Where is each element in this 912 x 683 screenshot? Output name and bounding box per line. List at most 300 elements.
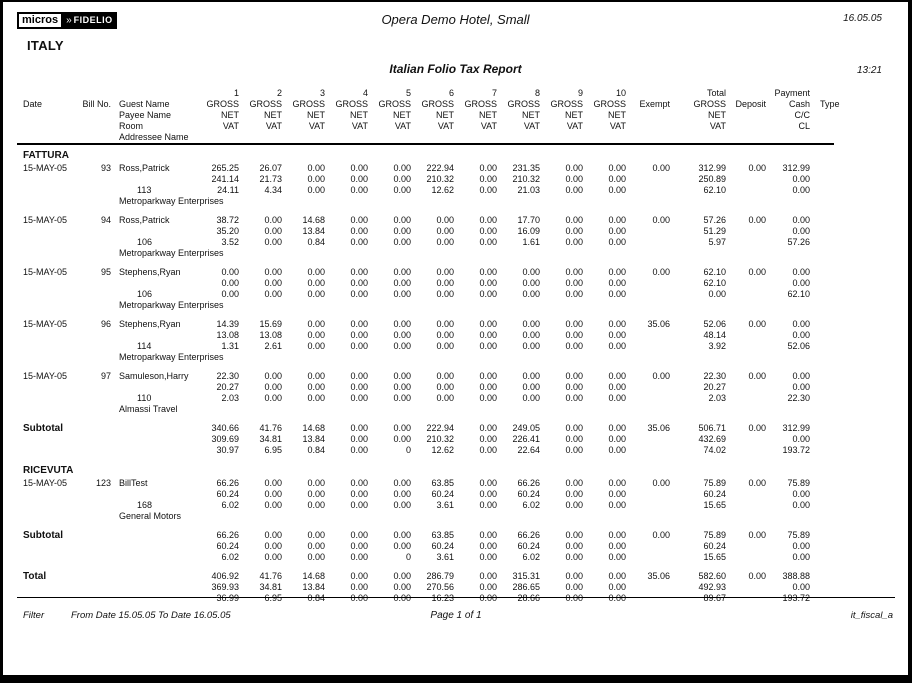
name-cell	[111, 174, 196, 185]
tax-4-cell: 0.00	[350, 278, 368, 288]
guest-name-cell: Ross,Patrick	[119, 215, 170, 225]
tax-1-cell: 1	[233, 88, 239, 98]
tax-6-cell: 0.00	[436, 330, 454, 340]
tax-10-cell: NET	[608, 110, 626, 120]
tax-9-cell	[540, 511, 583, 522]
tax-8-cell: GROSS	[507, 99, 540, 109]
page-indicator: Page 1 of 1	[430, 610, 482, 621]
type-cell	[810, 237, 834, 248]
tax-6-cell	[411, 464, 454, 478]
tax-8-cell	[497, 248, 540, 259]
name-cell	[111, 278, 196, 289]
tax-1-cell: 0.00	[221, 278, 239, 288]
deposit-cell	[726, 300, 766, 311]
deposit-cell	[726, 248, 766, 259]
tax-7-cell: VAT	[480, 121, 497, 131]
tax-9-cell: 0.00	[565, 371, 583, 381]
tax-7-cell: 0.00	[479, 330, 497, 340]
tax-3-cell: 0.00	[307, 393, 325, 403]
payment-cell: 193.72	[782, 593, 810, 603]
total-cell: 60.24	[703, 489, 726, 499]
tax-3-cell: 0.00	[307, 530, 325, 540]
type-cell	[810, 434, 834, 445]
bill-no-cell	[73, 423, 111, 434]
payment-cell: 0.00	[792, 330, 810, 340]
exempt-cell: 0.00	[652, 163, 670, 173]
tax-9-cell	[540, 248, 583, 259]
tax-4-cell: 0.00	[350, 552, 368, 562]
tax-5-cell: 0	[405, 552, 411, 562]
tax-report-table	[17, 88, 840, 604]
bill-row-net	[17, 330, 834, 341]
tax-3-cell: 14.68	[302, 571, 325, 581]
tax-7-cell: 0.00	[479, 434, 497, 444]
row-spacer	[17, 311, 834, 319]
tax-2-cell: 0.00	[264, 489, 282, 499]
tax-10-cell	[583, 464, 626, 478]
name-cell: Room	[119, 121, 144, 131]
deposit-cell	[726, 489, 766, 500]
tax-7-cell: 0.00	[479, 289, 497, 299]
tax-3-cell: 14.68	[302, 423, 325, 433]
date-cell	[17, 185, 73, 196]
exempt-cell	[626, 289, 670, 300]
exempt-cell: 0.00	[652, 478, 670, 488]
exempt-cell: 35.06	[647, 319, 670, 329]
tax-8-cell: 6.02	[522, 552, 540, 562]
bill-no-cell	[73, 278, 111, 289]
tax-8-cell: 210.32	[512, 174, 540, 184]
tax-10-cell: 0.00	[608, 163, 626, 173]
tax-4-cell	[325, 196, 368, 207]
row-spacer	[17, 522, 834, 530]
tax-6-cell: 3.61	[436, 500, 454, 510]
row-spacer	[17, 363, 834, 371]
tax-8-cell: 0.00	[522, 341, 540, 351]
tax-4-cell: 0.00	[350, 267, 368, 277]
tax-8-cell: 16.09	[517, 226, 540, 236]
tax-6-cell: 0.00	[436, 289, 454, 299]
tax-2-cell: 0.00	[264, 393, 282, 403]
tax-7-cell	[454, 132, 497, 144]
bill-row-addressee	[17, 248, 834, 259]
type-cell	[810, 404, 834, 415]
deposit-cell	[726, 404, 766, 415]
tax-8-cell: 286.65	[512, 582, 540, 592]
tax-1-cell: 2.03	[221, 393, 239, 403]
tax-5-cell: 0	[405, 445, 411, 455]
exempt-cell	[626, 382, 670, 393]
subtotal-row-gross	[17, 530, 834, 541]
payment-cell: 0.00	[792, 267, 810, 277]
tax-4-cell	[325, 300, 368, 311]
tax-4-cell: VAT	[351, 121, 368, 131]
spacer	[17, 522, 834, 530]
section-label: FATTURA	[23, 150, 69, 161]
total-cell	[670, 511, 726, 522]
exempt-cell	[626, 464, 670, 478]
bill-no-cell	[73, 226, 111, 237]
tax-10-cell	[583, 352, 626, 363]
tax-7-cell: 0.00	[479, 174, 497, 184]
tax-7-cell: 0.00	[479, 226, 497, 236]
tax-8-cell: VAT	[523, 121, 540, 131]
tax-9-cell	[540, 300, 583, 311]
tax-4-cell: 0.00	[350, 371, 368, 381]
exempt-cell	[626, 434, 670, 445]
tax-2-cell: NET	[264, 110, 282, 120]
type-cell	[810, 110, 834, 121]
addressee-cell: Metroparkway Enterprises	[119, 352, 224, 362]
tax-2-cell: 0.00	[264, 267, 282, 277]
exempt-cell	[626, 352, 670, 363]
tax-5-cell	[368, 464, 411, 478]
type-cell	[810, 330, 834, 341]
tax-3-cell: 0.00	[307, 289, 325, 299]
payment-cell: C/C	[794, 110, 810, 120]
tax-6-cell	[411, 300, 454, 311]
addressee-cell: Metroparkway Enterprises	[119, 300, 224, 310]
exempt-cell	[626, 226, 670, 237]
tax-7-cell: 0.00	[479, 371, 497, 381]
total-cell: 62.10	[703, 185, 726, 195]
tax-8-cell	[497, 300, 540, 311]
deposit-cell: 0.00	[748, 478, 766, 488]
tax-8-cell: 0.00	[522, 289, 540, 299]
tax-4-cell: 0.00	[350, 341, 368, 351]
date-cell	[17, 196, 73, 207]
tax-7-cell: 0.00	[479, 267, 497, 277]
tax-8-cell: 0.00	[522, 278, 540, 288]
guest-name-cell: Ross,Patrick	[119, 163, 170, 173]
bill-no-cell	[73, 434, 111, 445]
tax-2-cell: 0.00	[264, 278, 282, 288]
tax-8-cell: 0.00	[522, 371, 540, 381]
exempt-cell	[626, 248, 670, 259]
tax-9-cell	[540, 149, 583, 163]
tax-7-cell: 0.00	[479, 185, 497, 195]
deposit-cell	[726, 582, 766, 593]
bill-row-vat	[17, 341, 834, 352]
tax-5-cell: 0.00	[393, 434, 411, 444]
total-cell	[670, 132, 726, 144]
tax-5-cell: 0.00	[393, 319, 411, 329]
tax-7-cell: 0.00	[479, 530, 497, 540]
tax-1-cell	[196, 464, 239, 478]
tax-7-cell	[454, 464, 497, 478]
bill-no-cell	[73, 248, 111, 259]
tax-5-cell: 0.00	[393, 174, 411, 184]
type-cell	[810, 541, 834, 552]
type-cell	[810, 267, 834, 278]
exempt-cell	[626, 237, 670, 248]
tax-8-cell: 8	[534, 88, 540, 98]
total-cell: 51.29	[703, 226, 726, 236]
tax-10-cell: 0.00	[608, 423, 626, 433]
name-cell	[111, 541, 196, 552]
tax-6-cell: 0.00	[436, 237, 454, 247]
tax-5-cell: 0.00	[393, 215, 411, 225]
tax-2-cell: 0.00	[264, 289, 282, 299]
payment-cell: Cash	[788, 99, 810, 109]
date-cell	[17, 248, 73, 259]
spacer	[17, 311, 834, 319]
tax-2-cell	[239, 132, 282, 144]
tax-3-cell	[282, 464, 325, 478]
tax-9-cell: 0.00	[565, 500, 583, 510]
bill-row-addressee	[17, 300, 834, 311]
tax-10-cell: 0.00	[608, 185, 626, 195]
tax-2-cell: 0.00	[264, 382, 282, 392]
tax-6-cell: 63.85	[431, 530, 454, 540]
total-cell: 22.30	[703, 371, 726, 381]
bill-no-cell	[73, 500, 111, 511]
total-cell: 52.06	[703, 319, 726, 329]
tax-3-cell: 0.00	[307, 330, 325, 340]
name-cell: Payee Name	[119, 110, 172, 120]
date-cell	[17, 393, 73, 404]
tax-9-cell: VAT	[566, 121, 583, 131]
type-cell	[810, 511, 834, 522]
tax-3-cell: GROSS	[292, 99, 325, 109]
date-cell	[17, 434, 73, 445]
type-cell	[810, 132, 834, 144]
bill-no-cell	[73, 185, 111, 196]
type-cell	[810, 174, 834, 185]
tax-3-cell: NET	[307, 110, 325, 120]
deposit-cell	[726, 237, 766, 248]
tax-3-cell: 0.00	[307, 278, 325, 288]
name-cell: Addressee Name	[119, 132, 189, 142]
tax-9-cell: 0.00	[565, 319, 583, 329]
tax-5-cell: 0.00	[393, 163, 411, 173]
tax-1-cell: 60.24	[216, 489, 239, 499]
bill-row-gross	[17, 478, 834, 489]
subtotal-row-gross	[17, 423, 834, 434]
tax-5-cell: GROSS	[378, 99, 411, 109]
total-cell	[670, 196, 726, 207]
bill-no-cell: 97	[100, 371, 111, 381]
tax-5-cell: 0.00	[393, 530, 411, 540]
deposit-cell	[726, 278, 766, 289]
tax-9-cell: 0.00	[565, 278, 583, 288]
bill-no-cell	[73, 289, 111, 300]
payment-cell	[766, 464, 810, 478]
total-cell	[670, 404, 726, 415]
date-cell: 15-MAY-05	[23, 215, 68, 225]
date-cell: 15-MAY-05	[23, 267, 68, 277]
bill-row-gross	[17, 215, 834, 226]
tax-4-cell	[325, 464, 368, 478]
tax-7-cell: 0.00	[479, 423, 497, 433]
tax-1-cell: 13.08	[216, 330, 239, 340]
date-cell	[17, 278, 73, 289]
tax-7-cell: 0.00	[479, 393, 497, 403]
type-cell	[810, 319, 834, 330]
tax-9-cell: 0.00	[565, 267, 583, 277]
tax-5-cell	[368, 300, 411, 311]
bill-row-net	[17, 489, 834, 500]
payment-cell	[766, 149, 810, 163]
bill-no-cell	[73, 110, 111, 121]
total-cell: NET	[708, 110, 726, 120]
addressee-cell: Almassi Travel	[119, 404, 178, 414]
exempt-cell	[626, 445, 670, 456]
tax-10-cell: 0.00	[608, 341, 626, 351]
deposit-cell	[726, 511, 766, 522]
tax-1-cell	[196, 149, 239, 163]
tax-4-cell: NET	[350, 110, 368, 120]
payment-cell: 0.00	[792, 552, 810, 562]
tax-1-cell: 35.20	[216, 226, 239, 236]
fidelio-logo-text: FIDELIO	[72, 12, 117, 29]
tax-10-cell: GROSS	[593, 99, 626, 109]
tax-6-cell: 3.61	[436, 552, 454, 562]
tax-1-cell: 14.39	[216, 319, 239, 329]
date-cell: 15-MAY-05	[23, 371, 68, 381]
type-cell	[810, 300, 834, 311]
tax-2-cell: 34.81	[259, 434, 282, 444]
bill-no-cell	[73, 404, 111, 415]
tax-2-cell	[239, 511, 282, 522]
subtotal-label: Subtotal	[23, 423, 63, 434]
tax-8-cell: 226.41	[512, 434, 540, 444]
type-cell	[810, 278, 834, 289]
tax-5-cell: 0.00	[393, 330, 411, 340]
tax-10-cell: 0.00	[608, 319, 626, 329]
payment-cell: 0.00	[792, 215, 810, 225]
tax-9-cell: 0.00	[565, 289, 583, 299]
tax-2-cell	[239, 248, 282, 259]
exempt-cell	[626, 174, 670, 185]
tax-1-cell: NET	[221, 110, 239, 120]
tax-4-cell	[325, 352, 368, 363]
report-header	[3, 2, 908, 36]
tax-3-cell: 0.84	[307, 593, 325, 603]
date-cell	[17, 352, 73, 363]
total-cell: Total	[706, 88, 726, 98]
tax-2-cell	[239, 300, 282, 311]
payment-cell: 0.00	[792, 582, 810, 592]
tax-1-cell: 265.25	[211, 163, 239, 173]
tax-4-cell: 0.00	[350, 393, 368, 403]
date-cell	[17, 174, 73, 185]
room-cell: 110	[137, 393, 152, 403]
total-cell: 492.93	[698, 582, 726, 592]
date-cell	[17, 121, 73, 132]
name-cell	[111, 88, 196, 99]
bill-no-cell	[73, 330, 111, 341]
tax-9-cell	[540, 352, 583, 363]
total-cell: 15.65	[703, 552, 726, 562]
payment-cell	[766, 196, 810, 207]
tax-8-cell: 22.64	[517, 445, 540, 455]
total-cell: 75.89	[703, 530, 726, 540]
total-cell: 20.27	[703, 382, 726, 392]
tax-1-cell: 60.24	[216, 541, 239, 551]
deposit-cell	[726, 185, 766, 196]
total-cell	[670, 300, 726, 311]
tax-10-cell: 10	[615, 88, 626, 98]
tax-10-cell: 0.00	[608, 582, 626, 592]
name-cell	[111, 552, 196, 563]
tax-10-cell: 0.00	[608, 478, 626, 488]
tax-5-cell: 0.00	[393, 489, 411, 499]
deposit-cell	[726, 121, 766, 132]
tax-8-cell	[497, 404, 540, 415]
tax-10-cell	[583, 248, 626, 259]
name-cell	[111, 382, 196, 393]
tax-3-cell: 0.00	[307, 478, 325, 488]
tax-3-cell	[282, 149, 325, 163]
bill-no-cell: 123	[95, 478, 111, 488]
spacer	[17, 563, 834, 571]
tax-2-cell: 0.00	[264, 478, 282, 488]
exempt-cell	[626, 278, 670, 289]
tax-1-cell: 38.72	[216, 215, 239, 225]
bill-no-cell	[73, 541, 111, 552]
tax-5-cell: 0.00	[393, 371, 411, 381]
tax-4-cell: 0.00	[350, 423, 368, 433]
title-bar	[3, 62, 908, 78]
table-header-net	[17, 110, 834, 121]
bill-no-cell	[73, 552, 111, 563]
exempt-cell: Exempt	[639, 99, 670, 109]
exempt-cell	[626, 110, 670, 121]
total-cell: 15.65	[703, 500, 726, 510]
type-cell	[810, 88, 834, 99]
tax-3-cell: 0.00	[307, 185, 325, 195]
tax-8-cell: 315.31	[512, 571, 540, 581]
name-cell: Guest Name	[119, 99, 170, 109]
total-cell: 74.02	[703, 445, 726, 455]
subtotal-row-vat	[17, 552, 834, 563]
tax-8-cell: 66.26	[517, 478, 540, 488]
tax-9-cell: 0.00	[565, 215, 583, 225]
tax-6-cell: 0.00	[436, 393, 454, 403]
tax-2-cell: 0.00	[264, 500, 282, 510]
tax-5-cell: 0.00	[393, 541, 411, 551]
bill-row-vat	[17, 185, 834, 196]
date-cell	[17, 541, 73, 552]
payment-cell: 312.99	[782, 423, 810, 433]
payment-cell: 0.00	[792, 541, 810, 551]
tax-7-cell: 0.00	[479, 445, 497, 455]
payment-cell	[766, 404, 810, 415]
tax-9-cell	[540, 196, 583, 207]
subtotal-label: Subtotal	[23, 530, 63, 541]
total-cell: 2.03	[708, 393, 726, 403]
tax-4-cell: 0.00	[350, 237, 368, 247]
tax-4-cell: 4	[362, 88, 368, 98]
tax-3-cell: 0.00	[307, 174, 325, 184]
tax-4-cell: 0.00	[350, 593, 368, 603]
tax-6-cell: 16.23	[431, 593, 454, 603]
exempt-cell	[626, 582, 670, 593]
tax-6-cell: 0.00	[436, 319, 454, 329]
deposit-cell	[726, 500, 766, 511]
bill-row-gross	[17, 267, 834, 278]
date-cell	[17, 300, 73, 311]
total-cell: 432.69	[698, 434, 726, 444]
bill-no-cell	[73, 511, 111, 522]
tax-3-cell	[282, 404, 325, 415]
tax-2-cell: 6.95	[264, 445, 282, 455]
tax-3-cell: 0.00	[307, 541, 325, 551]
tax-5-cell: 0.00	[393, 393, 411, 403]
tax-9-cell	[540, 464, 583, 478]
tax-8-cell: 0.00	[522, 393, 540, 403]
